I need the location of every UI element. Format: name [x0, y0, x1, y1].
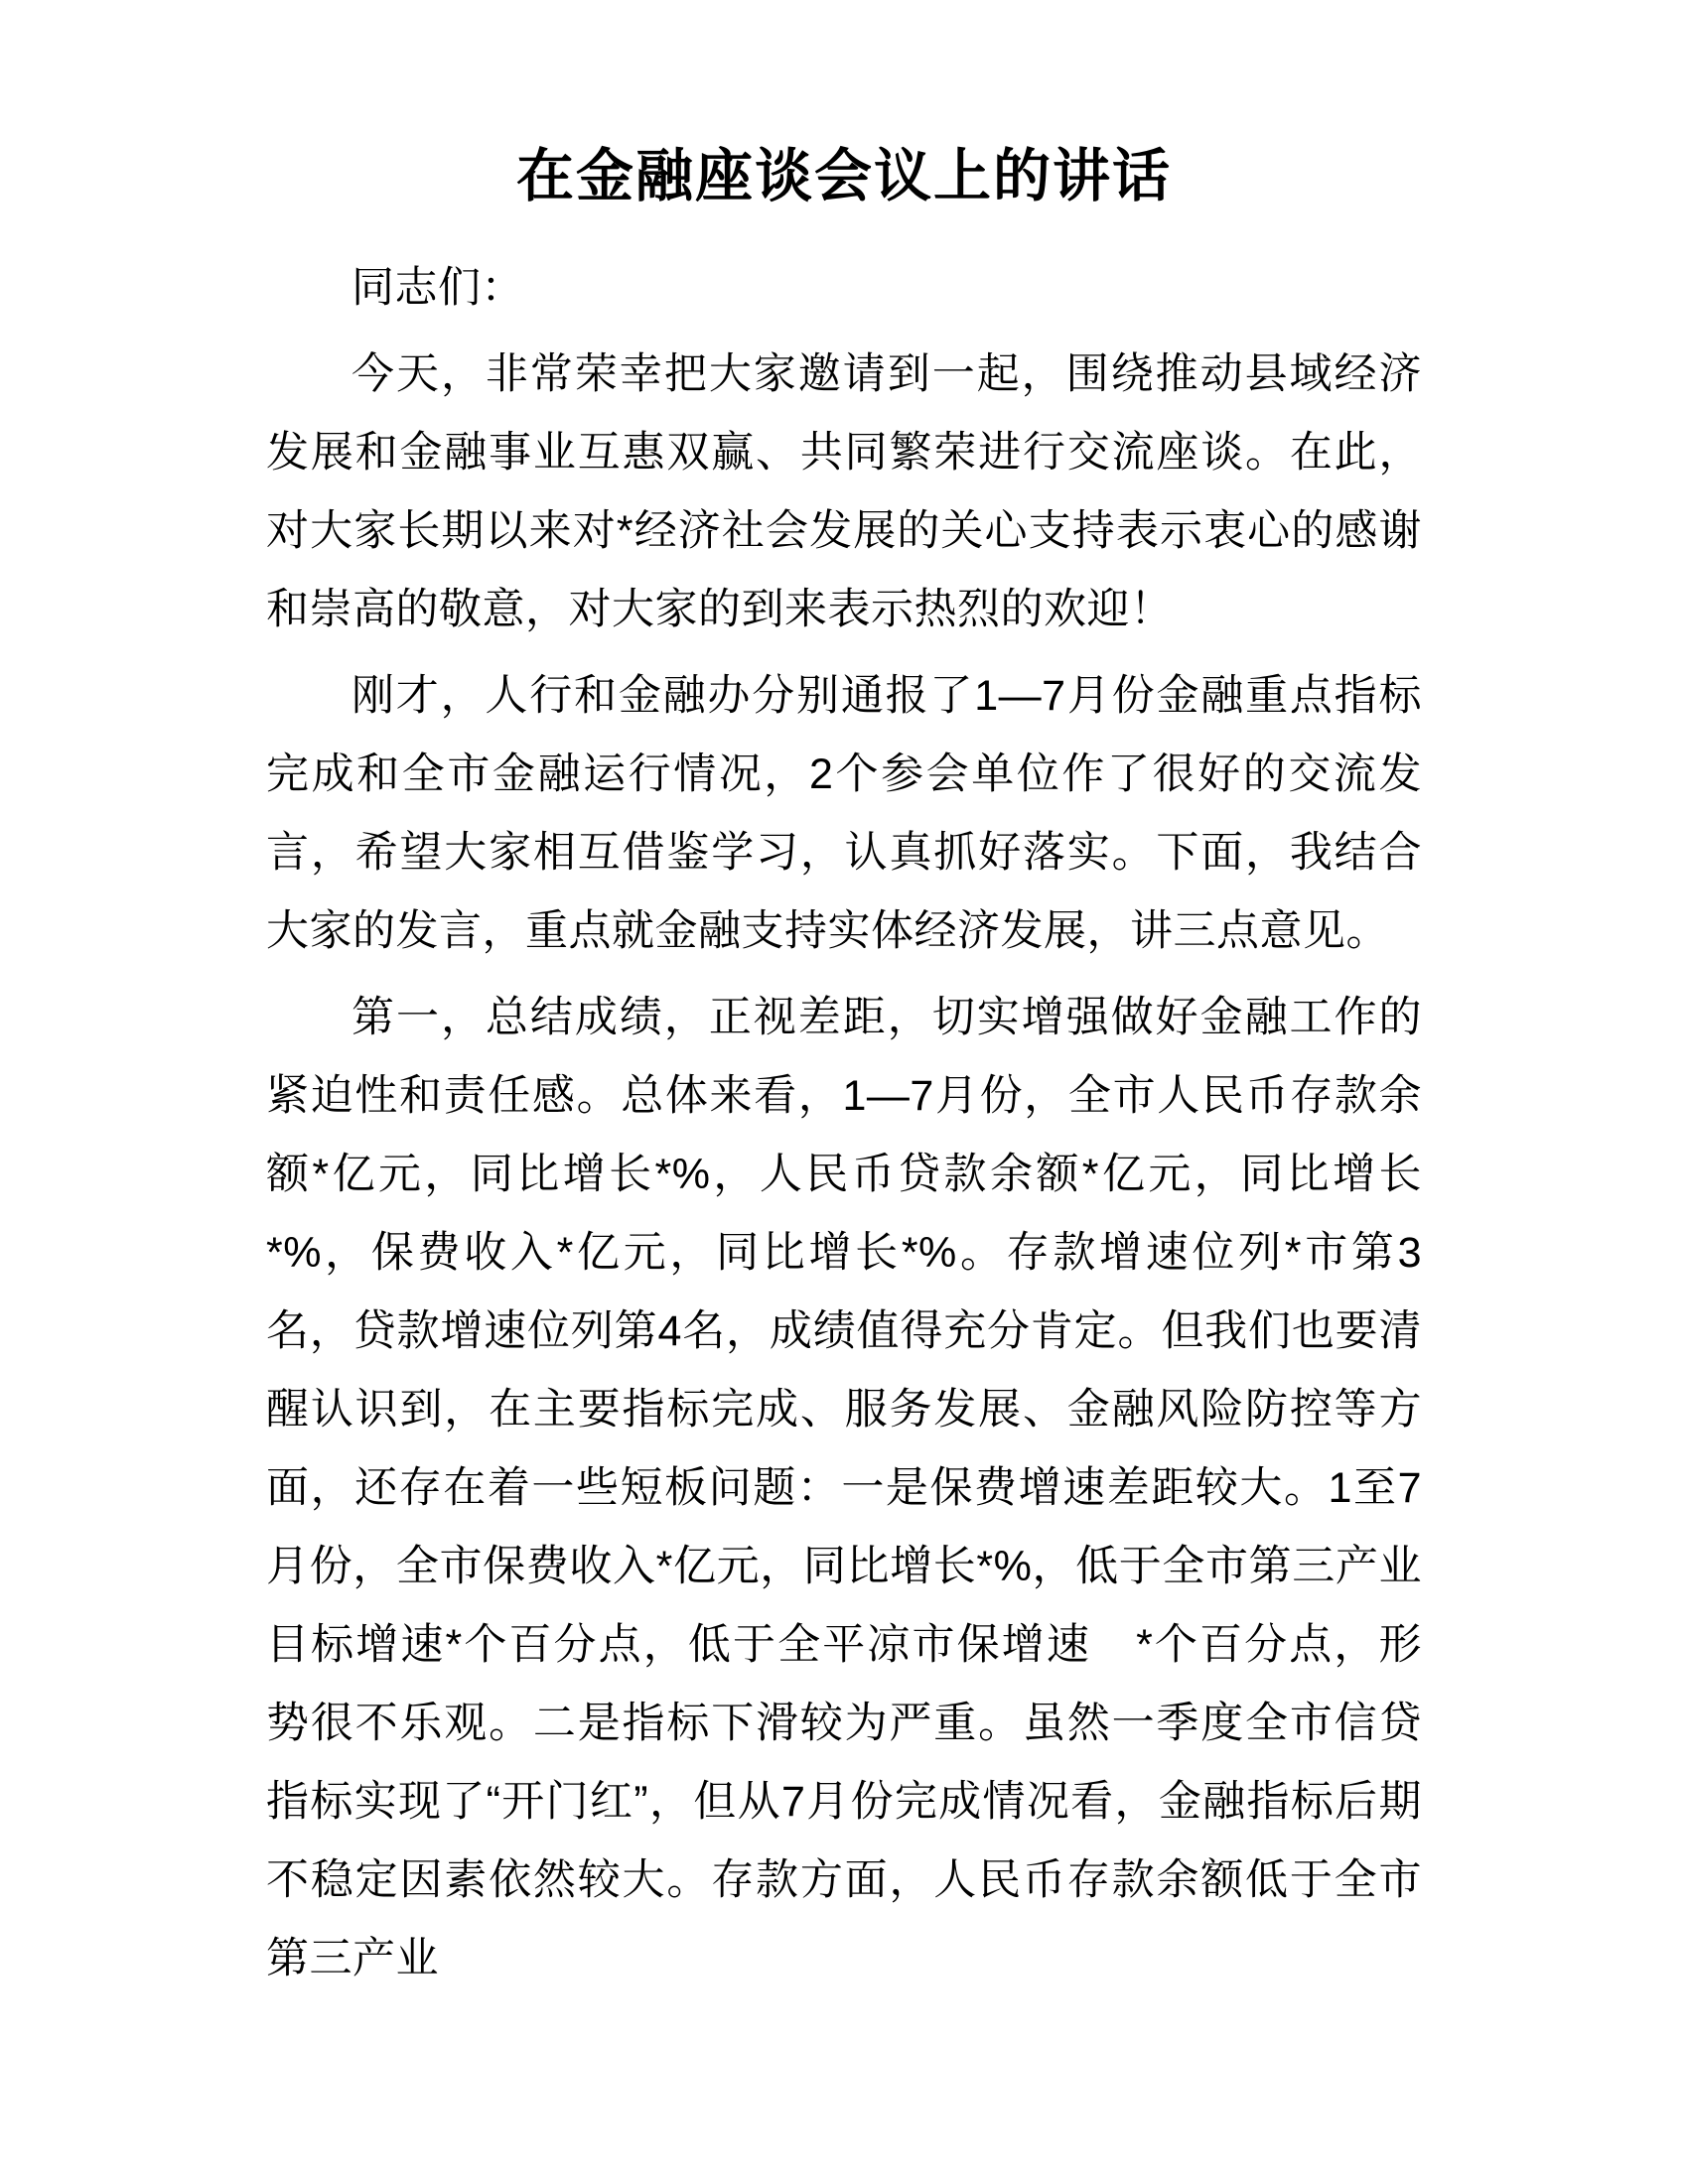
paragraph-salutation: 同志们：: [352, 264, 524, 313]
paragraph-point-one: 第一，总结成绩，正视差距，切实增强做好金融工作的紧迫性和责任感。总体来看，1—7月份，全市人民币存款余额*亿元，同比增长*%，人民币贷款余额*亿元，同比增长*%，保费收入*亿元，同比增长*%。存款增速位列*市第3名，贷款增速位列第4名，成绩值得充分肯定。但我们也要清醒认识到，在主要指标完成、服务发展、金融风险防控等方面，还存在着一些短板问题：一是保费增速差距较大。1至7月份，全市保费收入*亿元，同比增长*%，低于全市第三产业目标增速*个百分点，低于全平凉市保增速 *个百分点，形势很不乐观。二是指标下滑较为严重。虽然一季度全市信贷指标实现了“开门红”，但从7月份完成情况看，金融指标后期不稳定因素依然较大。存款方面，人民币存款余额低于全市第三产业: [266, 994, 1422, 1983]
paragraph-briefing-summary: 刚才，人行和金融办分别通报了1—7月份金融重点指标完成和全市金融运行情况，2个参会单位作了很好的交流发言，希望大家相互借鉴学习，认真抓好落实。下面，我结合大家的发言，重点就金融支持实体经济发展，讲三点意见。: [266, 672, 1422, 956]
paragraph-opening-welcome: 今天，非常荣幸把大家邀请到一起，围绕推动县域经济发展和金融事业互惠双赢、共同繁荣进行交流座谈。在此，对大家长期以来对*经济社会发展的关心支持表示衷心的感谢和崇高的敬意，对大家的到来表示热烈的欢迎！: [266, 350, 1422, 634]
document-title: 在金融座谈会议上的讲话: [515, 144, 1172, 208]
